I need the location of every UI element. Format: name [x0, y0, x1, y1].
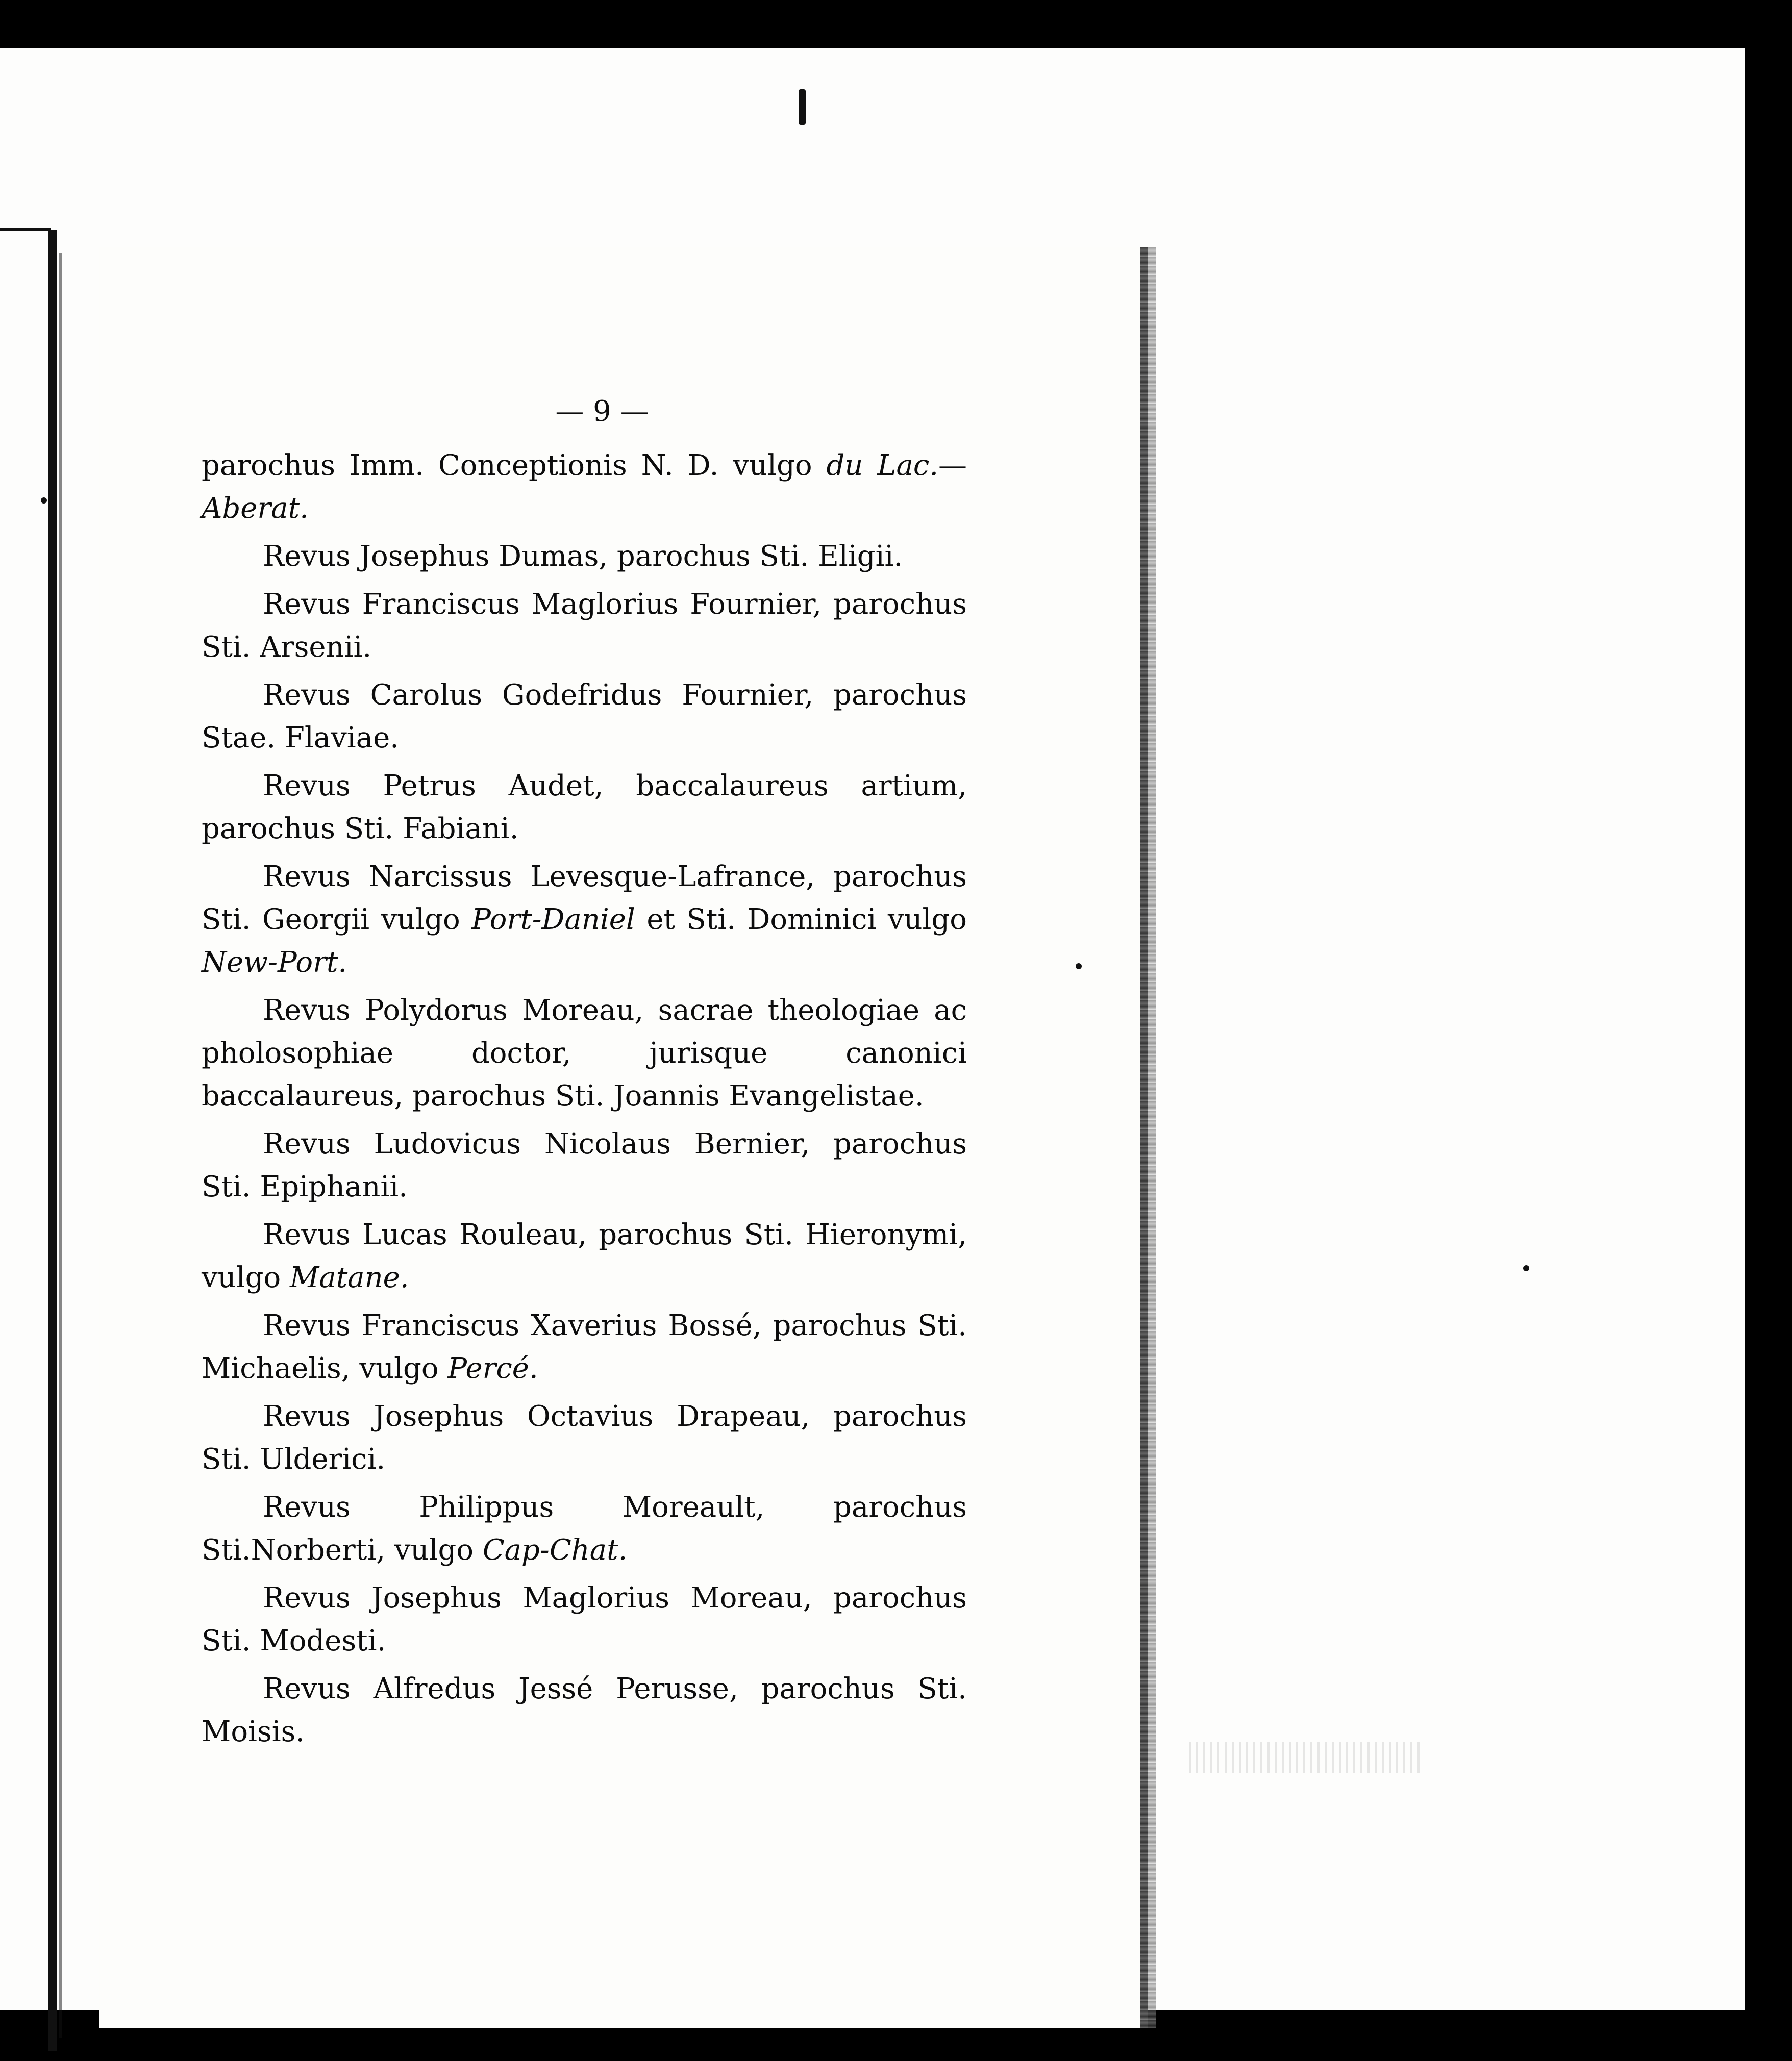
- entry-text: Revus Josephus Octavius Drapeau, parochus Sti. Ulderici.: [202, 1400, 967, 1476]
- top-ink-mark: [799, 89, 806, 125]
- clergy-entry: [202, 989, 967, 1118]
- italic-place-name: Cap-Chat.: [482, 1534, 628, 1567]
- clergy-entry: [202, 1214, 967, 1299]
- clergy-entry: [202, 1123, 967, 1209]
- entry-text: Revus Petrus Audet, baccalaureus artium, parochus Sti. Fabiani.: [202, 769, 967, 845]
- speck: [41, 497, 47, 504]
- italic-place-name: du Lac.: [826, 449, 938, 482]
- entry-text: Revus Josephus Maglorius Moreau, parochus Sti. Modesti.: [202, 1581, 967, 1657]
- italic-place-name: New-Port.: [202, 946, 347, 979]
- entry-list: [202, 444, 967, 1753]
- entry-text: et Sti. Dominici vulgo: [635, 903, 967, 936]
- entry-text: Revus Carolus Godefridus Fournier, parochus Stae. Flaviae.: [202, 678, 967, 755]
- page-number: — 9 —: [555, 395, 649, 428]
- entry-text: —: [938, 449, 967, 482]
- page-edge-shadow: [1140, 247, 1156, 2028]
- clergy-entry: [202, 1486, 967, 1572]
- italic-place-name: Percé.: [447, 1352, 538, 1385]
- italic-place-name: Matane.: [289, 1261, 409, 1294]
- entry-text: Revus Lucas Rouleau, parochus Sti. Hieronymi, vulgo: [202, 1218, 967, 1294]
- clergy-entry: [202, 856, 967, 984]
- entry-text: Revus Josephus Dumas, parochus Sti. Eligii.: [263, 540, 903, 573]
- entry-text: Revus Alfredus Jessé Perusse, parochus Sti. Moisis.: [202, 1672, 967, 1748]
- clergy-entry: [202, 1304, 967, 1390]
- page-text: [202, 390, 967, 1758]
- clergy-entry: [202, 1395, 967, 1481]
- clergy-entry: [202, 1668, 967, 1753]
- entry-text: Revus Ludovicus Nicolaus Bernier, parochus Sti. Epiphanii.: [202, 1127, 967, 1203]
- clergy-entry: [202, 765, 967, 850]
- speck: [1076, 963, 1082, 969]
- speck: [1523, 1265, 1529, 1271]
- entry-text: parochus Imm. Conceptionis N. D. vulgo: [202, 449, 827, 482]
- clergy-entry: [202, 444, 967, 530]
- faint-smudge: [1189, 1742, 1424, 1773]
- entry-text: Revus Narcissus Levesque-Lafrance, parochus Sti. Georgii vulgo: [202, 860, 967, 936]
- left-page-edge: [0, 48, 102, 2010]
- clergy-entry: [202, 535, 967, 578]
- entry-text: Revus Franciscus Maglorius Fournier, parochus Sti. Arsenii.: [202, 588, 967, 664]
- entry-text: Revus Franciscus Xaverius Bossé, parochus Sti. Michaelis, vulgo: [202, 1309, 967, 1385]
- clergy-entry: [202, 583, 967, 669]
- italic-place-name: Aberat.: [202, 492, 309, 525]
- clergy-entry: [202, 674, 967, 760]
- entry-text: Revus Polydorus Moreau, sacrae theologiae ac pholosophiae doctor, jurisque canonici baccalaureus, parochus Sti. Joannis Evangelistae.: [202, 994, 967, 1113]
- clergy-entry: [202, 1577, 967, 1663]
- entry-text: Revus Philippus Moreault, parochus Sti.Norberti, vulgo: [202, 1491, 967, 1567]
- italic-place-name: Port-Daniel: [471, 903, 635, 936]
